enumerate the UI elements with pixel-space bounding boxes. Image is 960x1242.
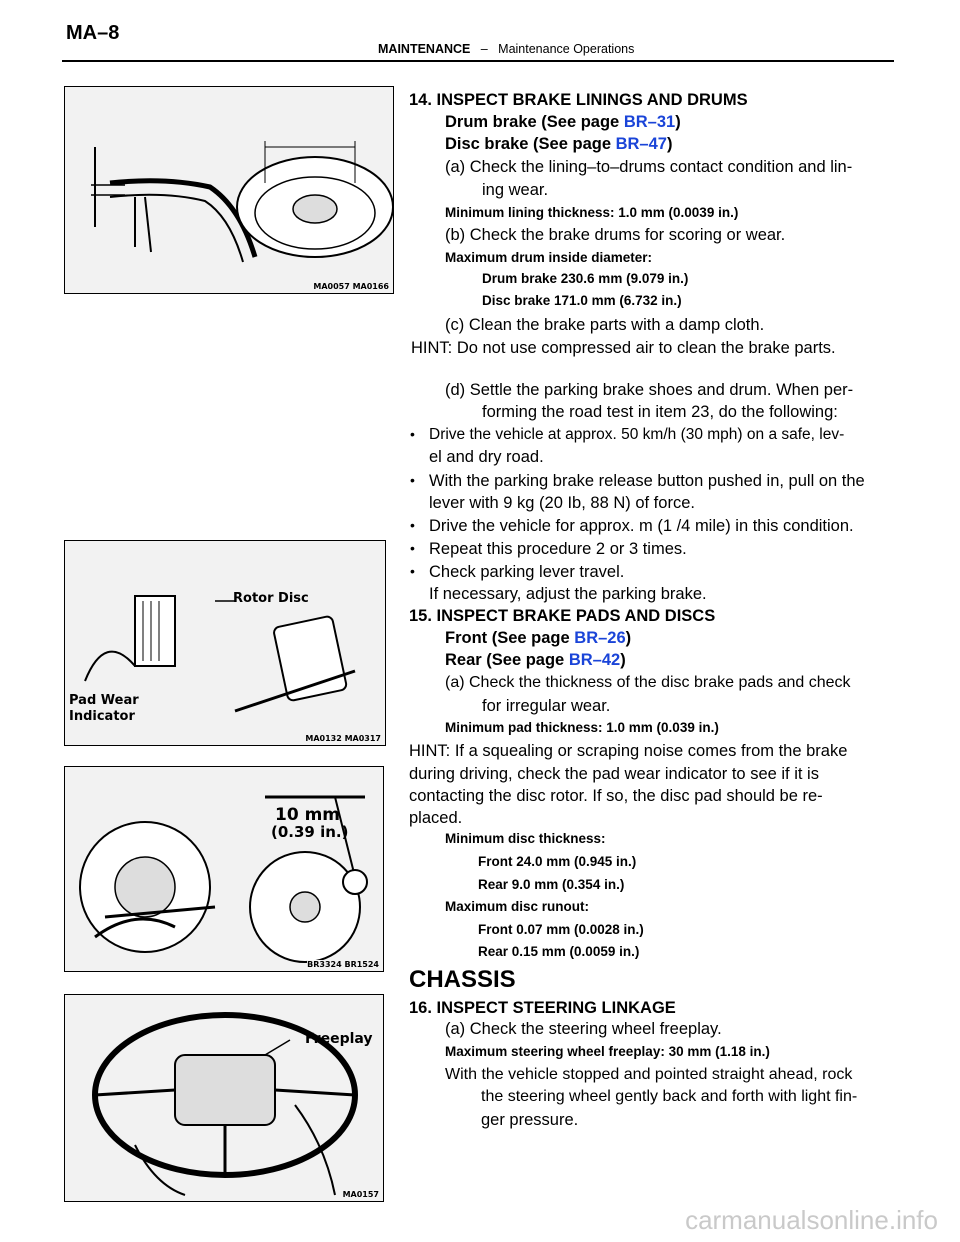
front-ref xyxy=(445,628,631,648)
steering-para-line2: the steering wheel gently back and forth with light fin- xyxy=(481,1088,858,1105)
spec-max-freeplay: Maximum steering wheel freeplay: 30 mm (1.18 in.) xyxy=(445,1044,770,1059)
ref-suffix: ) xyxy=(620,651,626,669)
figure-disc-measure xyxy=(64,766,384,972)
spec-drum-brake: Drum brake 230.6 mm (9.079 in.) xyxy=(482,271,689,286)
step-14a-line2: ing wear. xyxy=(482,181,549,199)
step-14-heading: 14. INSPECT BRAKE LININGS AND DRUMS xyxy=(409,91,748,109)
label-freeplay: Freeplay xyxy=(305,1031,373,1047)
spec-rear-runout: Rear 0.15 mm (0.0059 in.) xyxy=(478,944,640,959)
spec-front-disc: Front 24.0 mm (0.945 in.) xyxy=(478,854,637,869)
hint-14: HINT: Do not use compressed air to clean the brake parts. xyxy=(411,339,836,357)
step-15a-line1: (a) Check the thickness of the disc brake pads and check xyxy=(445,674,851,691)
page-number: MA–8 xyxy=(66,22,120,44)
link-br-42[interactable]: BR–42 xyxy=(568,651,621,669)
disc-measure-illustration xyxy=(65,767,383,971)
steering-para-line1: With the vehicle stopped and pointed straight ahead, rock xyxy=(445,1066,853,1083)
disc-brake-ref xyxy=(445,134,672,154)
step-16a: (a) Check the steering wheel freeplay. xyxy=(445,1020,722,1038)
hint-15-line4: placed. xyxy=(409,809,463,827)
spec-min-disc: Minimum disc thickness: xyxy=(445,831,606,846)
watermark: carmanualsonline.info xyxy=(685,1205,938,1235)
header-separator: – xyxy=(480,42,488,56)
ref-prefix: Front (See page xyxy=(445,629,575,647)
figure-steering-freeplay xyxy=(64,994,384,1202)
step-14d-line1: (d) Settle the parking brake shoes and drum. When per- xyxy=(445,381,854,399)
ref-prefix: Rear (See page xyxy=(445,651,569,669)
spec-max-drum: Maximum drum inside diameter: xyxy=(445,250,653,265)
step-14a-line1: (a) Check the lining–to–drums contact condition and lin- xyxy=(445,158,853,176)
step-15a-line2: for irregular wear. xyxy=(482,697,611,715)
bullet: • xyxy=(410,563,415,579)
bullet-4: Repeat this procedure 2 or 3 times. xyxy=(429,540,687,558)
steering-para-line3: ger pressure. xyxy=(481,1111,579,1129)
step-14c: (c) Clean the brake parts with a damp cloth. xyxy=(445,316,765,334)
ref-suffix: ) xyxy=(666,135,673,153)
label-039in: (0.39 in.) xyxy=(271,823,349,841)
bullet-5: Check parking lever travel. xyxy=(429,563,625,581)
spec-min-pad: Minimum pad thickness: 1.0 mm (0.039 in.) xyxy=(445,720,719,735)
ref-prefix: Disc brake (See page xyxy=(445,135,616,153)
bullet: • xyxy=(410,540,415,556)
bullet: • xyxy=(410,426,415,442)
hint-15-line1: HINT: If a squealing or scraping noise comes from the brake xyxy=(409,742,848,760)
bullet-2-line1: With the parking brake release button pushed in, pull on the xyxy=(429,472,865,490)
step-16-heading: 16. INSPECT STEERING LINKAGE xyxy=(409,999,676,1017)
label-pad-wear: Pad Wear xyxy=(69,693,139,708)
adjust-parking-brake: If necessary, adjust the parking brake. xyxy=(429,585,707,603)
step-15-heading: 15. INSPECT BRAKE PADS AND DISCS xyxy=(409,607,716,625)
hint-15-line2: during driving, check the pad wear indicator to see if it is xyxy=(409,765,819,783)
running-header xyxy=(378,42,634,56)
link-br-31[interactable]: BR–31 xyxy=(623,113,676,131)
spec-disc-brake: Disc brake 171.0 mm (6.732 in.) xyxy=(482,293,682,308)
rear-ref xyxy=(445,650,626,670)
bullet-3: Drive the vehicle for approx. m (1 /4 mile) in this condition. xyxy=(429,517,854,535)
step-14b: (b) Check the brake drums for scoring or wear. xyxy=(445,226,786,244)
figure-code: BR3324 BR1524 xyxy=(307,960,379,969)
bullet-1-line2: el and dry road. xyxy=(429,448,544,466)
ref-suffix: ) xyxy=(675,113,681,131)
steering-wheel-illustration xyxy=(65,995,383,1201)
figure-drum-lining xyxy=(64,86,394,294)
chassis-title: CHASSIS xyxy=(409,966,516,993)
label-10mm: 10 mm xyxy=(275,805,341,825)
label-rotor-disc: Rotor Disc xyxy=(233,591,309,606)
bullet: • xyxy=(410,517,415,533)
label-indicator: Indicator xyxy=(69,709,135,724)
drum-lining-illustration xyxy=(65,87,393,293)
spec-min-lining: Minimum lining thickness: 1.0 mm (0.0039 in.) xyxy=(445,205,739,220)
spec-front-runout: Front 0.07 mm (0.0028 in.) xyxy=(478,922,644,937)
header-section: MAINTENANCE xyxy=(378,42,471,56)
spec-rear-disc: Rear 9.0 mm (0.354 in.) xyxy=(478,877,625,892)
hint-15-line3: contacting the disc rotor. If so, the disc pad should be re- xyxy=(409,787,823,805)
header-rule xyxy=(62,60,894,62)
spec-max-runout: Maximum disc runout: xyxy=(445,899,590,914)
link-br-26[interactable]: BR–26 xyxy=(574,629,626,647)
figure-code: MA0132 MA0317 xyxy=(305,734,381,743)
figure-pad-wear xyxy=(64,540,386,746)
bullet-2-line2: lever with 9 kg (20 Ib, 88 N) of force. xyxy=(429,494,695,512)
figure-code: MA0057 MA0166 xyxy=(313,282,389,291)
figure-code: MA0157 xyxy=(342,1190,379,1199)
ref-prefix: Drum brake (See page xyxy=(445,113,624,131)
bullet: • xyxy=(410,472,415,488)
bullet-1-line1: Drive the vehicle at approx. 50 km/h (30 mph) on a safe, lev- xyxy=(429,426,845,443)
ref-suffix: ) xyxy=(625,629,632,647)
link-br-47[interactable]: BR–47 xyxy=(615,135,667,153)
step-14d-line2: forming the road test in item 23, do the following: xyxy=(482,403,838,421)
drum-brake-ref xyxy=(445,112,681,132)
header-subsection: Maintenance Operations xyxy=(498,42,635,56)
